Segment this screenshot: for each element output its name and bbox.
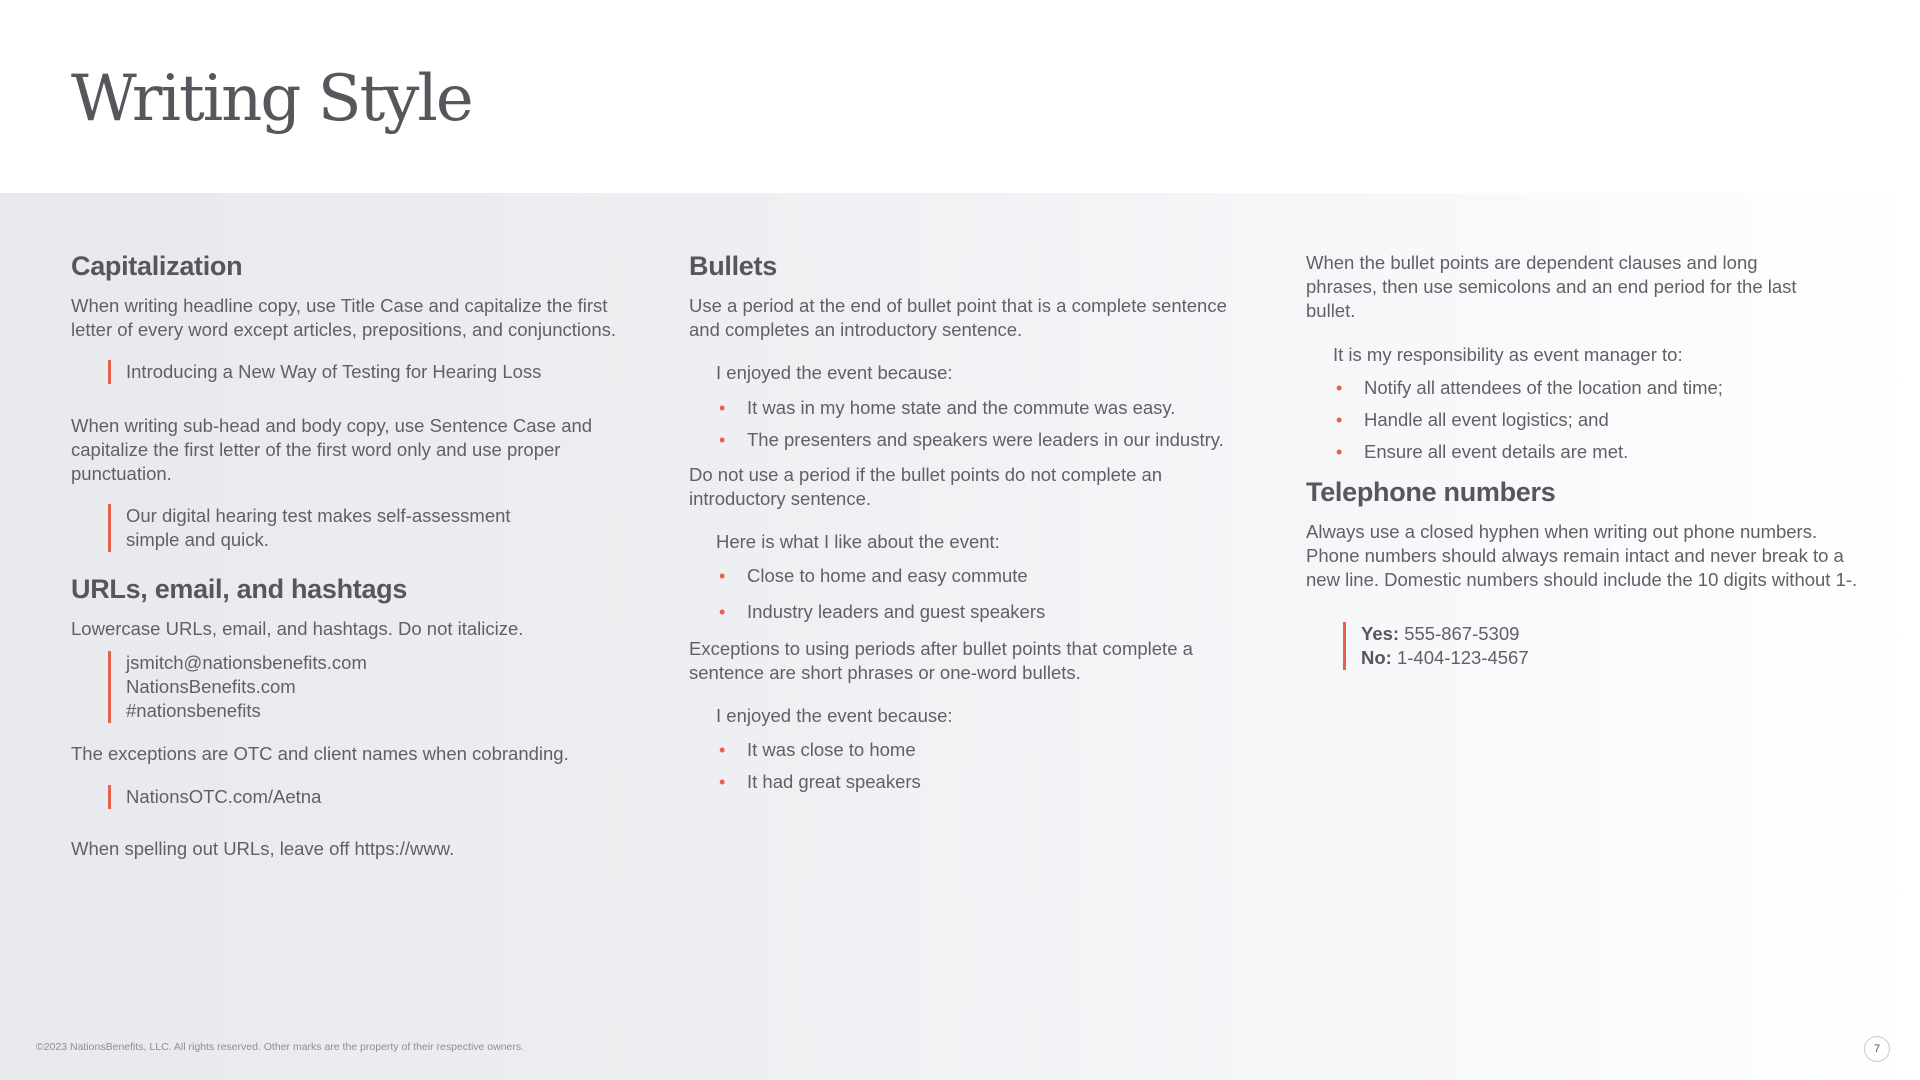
- telephone-rule: Always use a closed hyphen when writing out phone numbers. Phone numbers should always remain intact and never break to a new line. Domestic numbers should include the 10 digits without 1-.: [1306, 521, 1858, 590]
- bullets-intro-2: Here is what I like about the event:: [716, 531, 1000, 552]
- list-item: • It had great speakers: [716, 771, 1234, 793]
- url-example: NationsBenefits.com: [126, 676, 296, 697]
- bullets-intro-1: I enjoyed the event because:: [716, 362, 953, 383]
- urls-spelling-rule: When spelling out URLs, leave off https://www.: [71, 838, 455, 859]
- bullets-intro-3: I enjoyed the event because:: [716, 705, 953, 726]
- list-item: • Handle all event logistics; and: [1333, 409, 1866, 431]
- bullets-list-3: [716, 739, 1234, 793]
- dependent-intro: It is my responsibility as event manager to:: [1333, 344, 1683, 365]
- dependent-clauses-rule: When the bullet points are dependent clauses and long phrases, then use semicolons and an end period for the last bullet.: [1306, 252, 1797, 321]
- content-panel: [0, 193, 1920, 1080]
- hashtag-example: #nationsbenefits: [126, 700, 261, 721]
- dependent-list: [1333, 377, 1866, 463]
- capitalization-headline-rule: When writing headline copy, use Title Case and capitalize the first letter of every word except articles, prepositions, and conjunctions.: [71, 295, 617, 340]
- list-item: • Ensure all event details are met.: [1333, 441, 1866, 463]
- column-right: [1306, 251, 1866, 670]
- yes-value: 555-867-5309: [1404, 623, 1520, 644]
- cobrand-example: [108, 785, 616, 809]
- list-item: • It was in my home state and the commute was easy.: [716, 397, 1234, 419]
- phone-no-example: [1361, 646, 1866, 670]
- bullets-list-2: [716, 565, 1234, 623]
- page-number: 7: [1864, 1036, 1890, 1062]
- urls-rule: Lowercase URLs, email, and hashtags. Do not italicize.: [71, 618, 524, 639]
- list-item: • Industry leaders and guest speakers: [716, 601, 1234, 623]
- list-item: • It was close to home: [716, 739, 1234, 761]
- bullets-heading: Bullets: [689, 251, 777, 281]
- urls-heading: URLs, email, and hashtags: [71, 574, 408, 604]
- column-left: [71, 251, 616, 861]
- telephone-heading: Telephone numbers: [1306, 477, 1556, 507]
- cobrand-example-text: NationsOTC.com/Aetna: [126, 786, 322, 807]
- body-example: [108, 504, 546, 552]
- page-title: Writing Style: [71, 62, 472, 136]
- urls-examples: [108, 651, 616, 723]
- list-item: • Notify all attendees of the location and time;: [1333, 377, 1866, 399]
- bullets-rule-3: Exceptions to using periods after bullet points that complete a sentence are short phrases or one-word bullets.: [689, 638, 1193, 683]
- list-item: • Close to home and easy commute: [716, 565, 1234, 587]
- no-label: No:: [1361, 647, 1392, 668]
- copyright-footer: ©2023 NationsBenefits, LLC. All rights reserved. Other marks are the property of their respective owners.: [36, 1041, 525, 1053]
- body-example-text: Our digital hearing test makes self-assessment simple and quick.: [126, 505, 511, 550]
- no-value: 1-404-123-4567: [1396, 647, 1529, 668]
- email-example: jsmitch@nationsbenefits.com: [126, 652, 367, 673]
- bullets-rule-2: Do not use a period if the bullet points do not complete an introductory sentence.: [689, 464, 1163, 509]
- column-middle: [689, 251, 1234, 803]
- phone-yes-example: [1361, 622, 1866, 646]
- capitalization-body-rule: When writing sub-head and body copy, use Sentence Case and capitalize the first letter of the first word only and use proper punctuation.: [71, 415, 593, 484]
- urls-exceptions: The exceptions are OTC and client names when cobranding.: [71, 743, 569, 764]
- headline-example-text: Introducing a New Way of Testing for Hearing Loss: [126, 361, 542, 382]
- headline-example: [108, 360, 616, 384]
- bullets-list-1: [716, 397, 1234, 451]
- phone-examples: [1343, 622, 1866, 670]
- bullets-rule-1: Use a period at the end of bullet point that is a complete sentence and completes an introductory sentence.: [689, 295, 1227, 340]
- yes-label: Yes:: [1361, 623, 1400, 644]
- capitalization-heading: Capitalization: [71, 251, 243, 281]
- list-item: • The presenters and speakers were leaders in our industry.: [716, 429, 1234, 451]
